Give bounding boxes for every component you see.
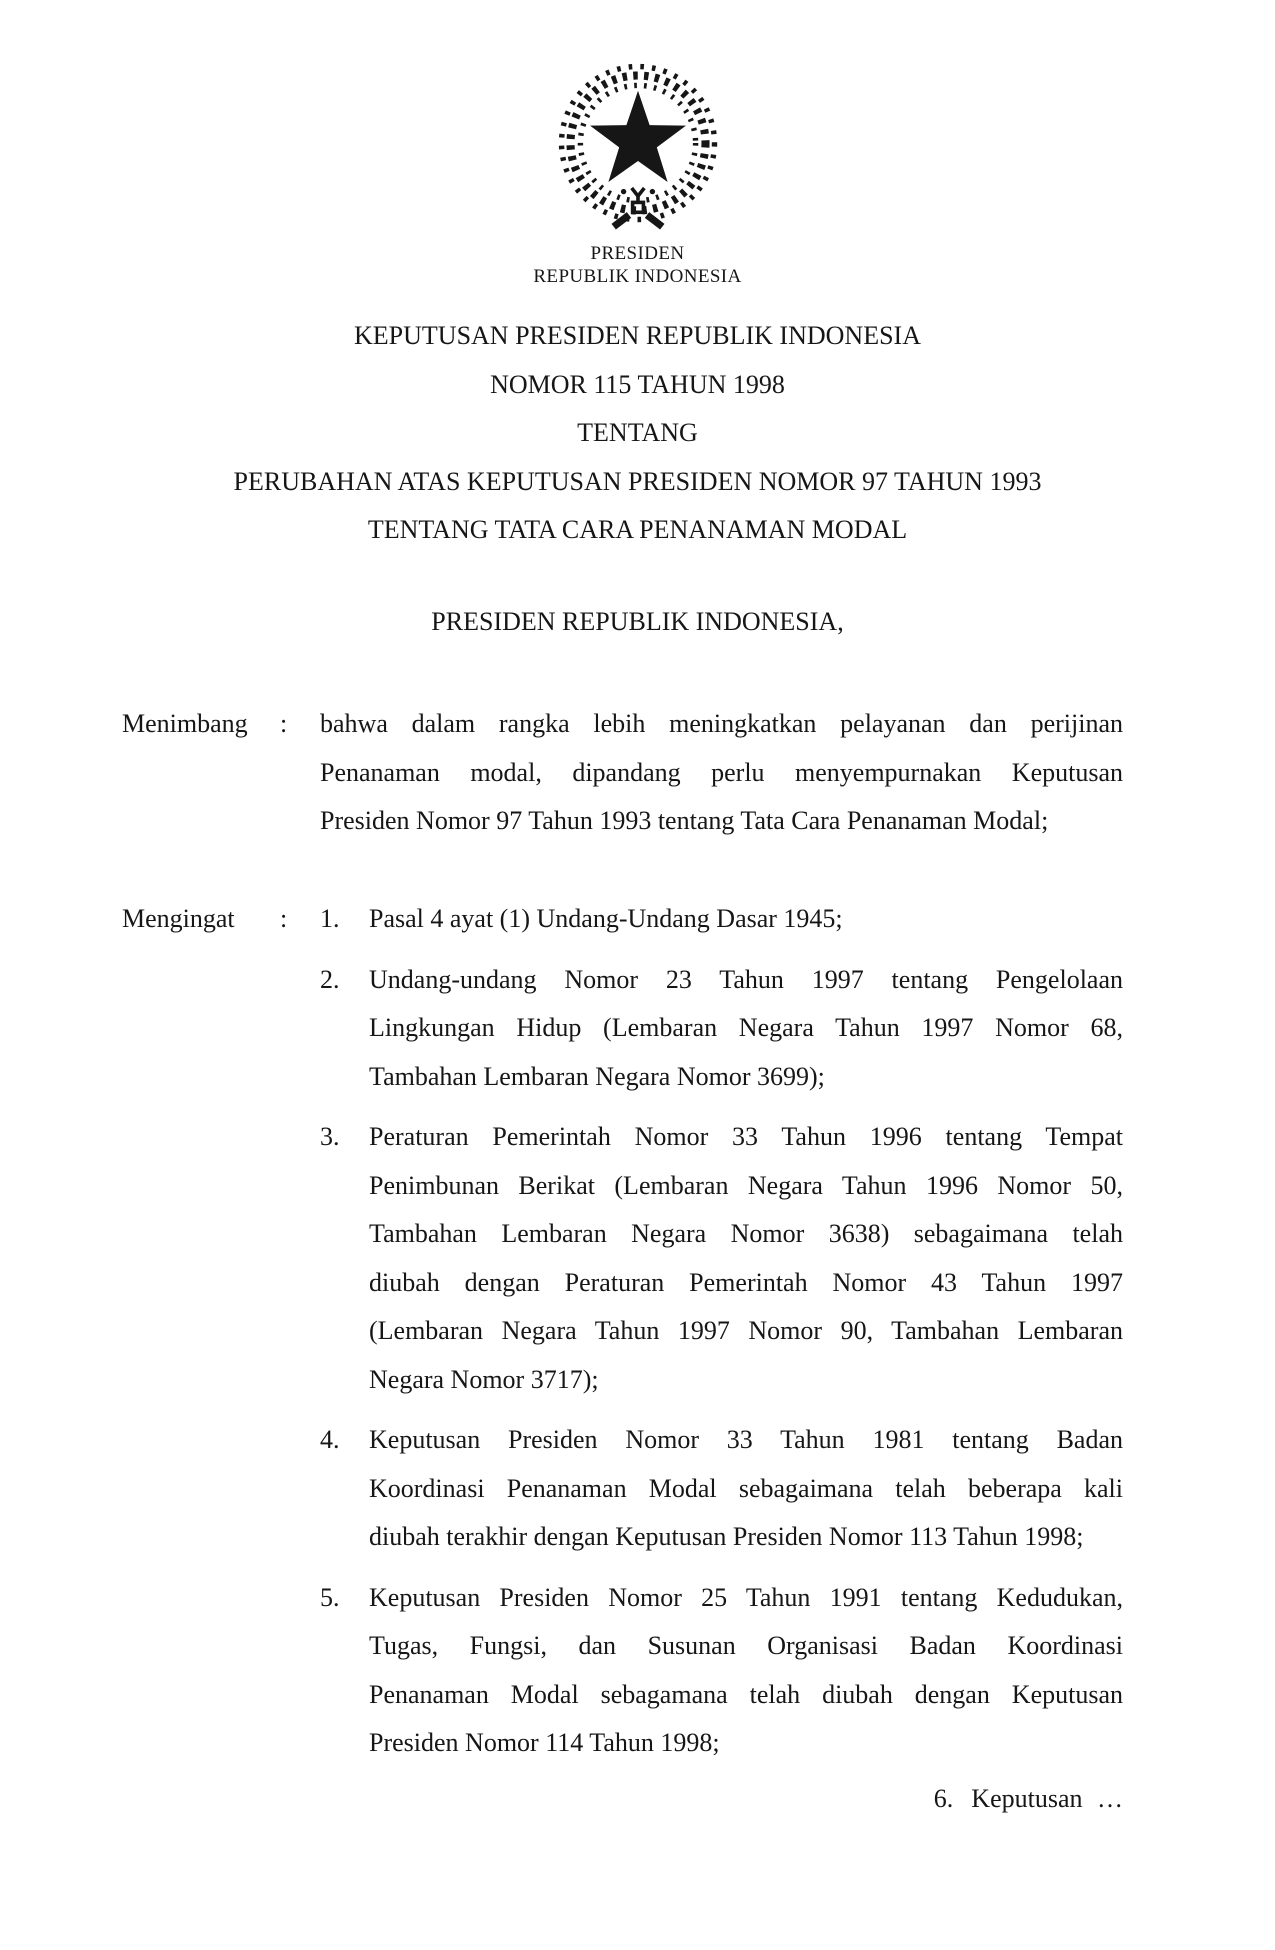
paragraph-line: Penanaman Modal sebagamana telah diubah dengan Keputusan <box>369 1679 1123 1709</box>
clause-menimbang <box>122 700 1123 846</box>
paragraph-line: Pasal 4 ayat (1) Undang-Undang Dasar 1945; <box>369 904 843 933</box>
paragraph-line: Keputusan Presiden Nomor 25 Tahun 1991 tentang Kedudukan, <box>369 1582 1123 1612</box>
clause-mengingat <box>122 895 1123 1768</box>
paragraph-line: diubah terakhir dengan Keputusan Presiden Nomor 113 Tahun 1998; <box>369 1522 1084 1551</box>
list-item-text <box>369 1416 1123 1562</box>
list-item <box>320 956 1123 1102</box>
title-line-4: PERUBAHAN ATAS KEPUTUSAN PRESIDEN NOMOR 97 TAHUN 1993 <box>233 466 1042 496</box>
paragraph-line: Peraturan Pemerintah Nomor 33 Tahun 1996 tentang Tempat <box>369 1122 1123 1151</box>
catchword-number: 6. <box>933 1784 954 1813</box>
paragraph-line: Lingkungan Hidup (Lembaran Negara Tahun 1997 Nomor 68, <box>369 1013 1123 1042</box>
paragraph-line: Negara Nomor 3717); <box>369 1364 599 1394</box>
clause-label: Mengingat <box>122 904 235 933</box>
paragraph-line: Tugas, Fungsi, dan Susunan Organisasi Badan Koordinasi <box>369 1631 1123 1660</box>
list-item <box>320 1574 1123 1768</box>
clause-body <box>320 700 1123 846</box>
paragraph-line: bahwa dalam rangka lebih meningkatkan pelayanan dan perijinan <box>320 709 1123 738</box>
list-item-number: 3. <box>320 1122 340 1151</box>
clause-colon: : <box>280 904 288 933</box>
paragraph-line: Penimbunan Berikat (Lembaran Negara Tahun 1996 Nomor 50, <box>369 1170 1123 1200</box>
clause-label: Menimbang <box>122 709 248 738</box>
catchword <box>934 1775 1123 1824</box>
list-item-number: 1. <box>320 904 340 933</box>
paragraph-line: (Lembaran Negara Tahun 1997 Nomor 90, Tambahan Lembaran <box>369 1316 1123 1345</box>
letterhead-line-republik-indonesia: REPUBLIK INDONESIA <box>533 266 742 287</box>
paragraph-line: Koordinasi Penanaman Modal sebagaimana telah beberapa kali <box>369 1473 1123 1503</box>
list-item-number: 4. <box>320 1425 340 1454</box>
paragraph-line: Tambahan Lembaran Negara Nomor 3699); <box>369 1061 825 1091</box>
star-icon <box>590 91 686 182</box>
list-item-text <box>369 1113 1123 1404</box>
title-line-3: TENTANG <box>577 418 698 447</box>
paragraph-line: Presiden Nomor 114 Tahun 1998; <box>369 1728 720 1757</box>
preamble-heading: PRESIDEN REPUBLIK INDONESIA, <box>431 607 844 636</box>
paragraph-line: diubah dengan Peraturan Pemerintah Nomor 43 Tahun 1997 <box>369 1267 1123 1297</box>
list-item <box>320 1113 1123 1404</box>
list-item <box>320 1416 1123 1562</box>
paragraph-line: Keputusan Presiden Nomor 33 Tahun 1981 tentang Badan <box>369 1425 1123 1454</box>
letterhead <box>0 242 1275 288</box>
clause-colon: : <box>280 709 288 738</box>
paragraph-line: Tambahan Lembaran Negara Nomor 3638) sebagaimana telah <box>369 1219 1123 1248</box>
list-item-text <box>369 1574 1123 1768</box>
list-item-number: 5. <box>320 1582 340 1612</box>
clause-body <box>320 895 1123 1768</box>
list-item <box>320 895 1123 944</box>
presidential-seal <box>548 52 728 234</box>
list-item-text <box>369 895 1123 944</box>
list-item-number: 2. <box>320 964 340 994</box>
catchword-text: Keputusan … <box>971 1784 1123 1813</box>
letterhead-line-presiden: PRESIDEN <box>590 243 685 264</box>
paragraph-line: Undang-undang Nomor 23 Tahun 1997 tentang Pengelolaan <box>369 964 1123 994</box>
paragraph-line: Presiden Nomor 97 Tahun 1993 tentang Tata Cara Penanaman Modal; <box>320 806 1049 835</box>
title-line-1: KEPUTUSAN PRESIDEN REPUBLIK INDONESIA <box>354 321 921 350</box>
paragraph-line: Penanaman modal, dipandang perlu menyempurnakan Keputusan <box>320 757 1123 787</box>
title-line-5: TENTANG TATA CARA PENANAMAN MODAL <box>367 515 908 544</box>
star-wreath-seal-icon <box>548 52 728 234</box>
title-line-2: NOMOR 115 TAHUN 1998 <box>490 369 785 399</box>
list-item-text <box>369 956 1123 1102</box>
document-title <box>0 312 1275 555</box>
